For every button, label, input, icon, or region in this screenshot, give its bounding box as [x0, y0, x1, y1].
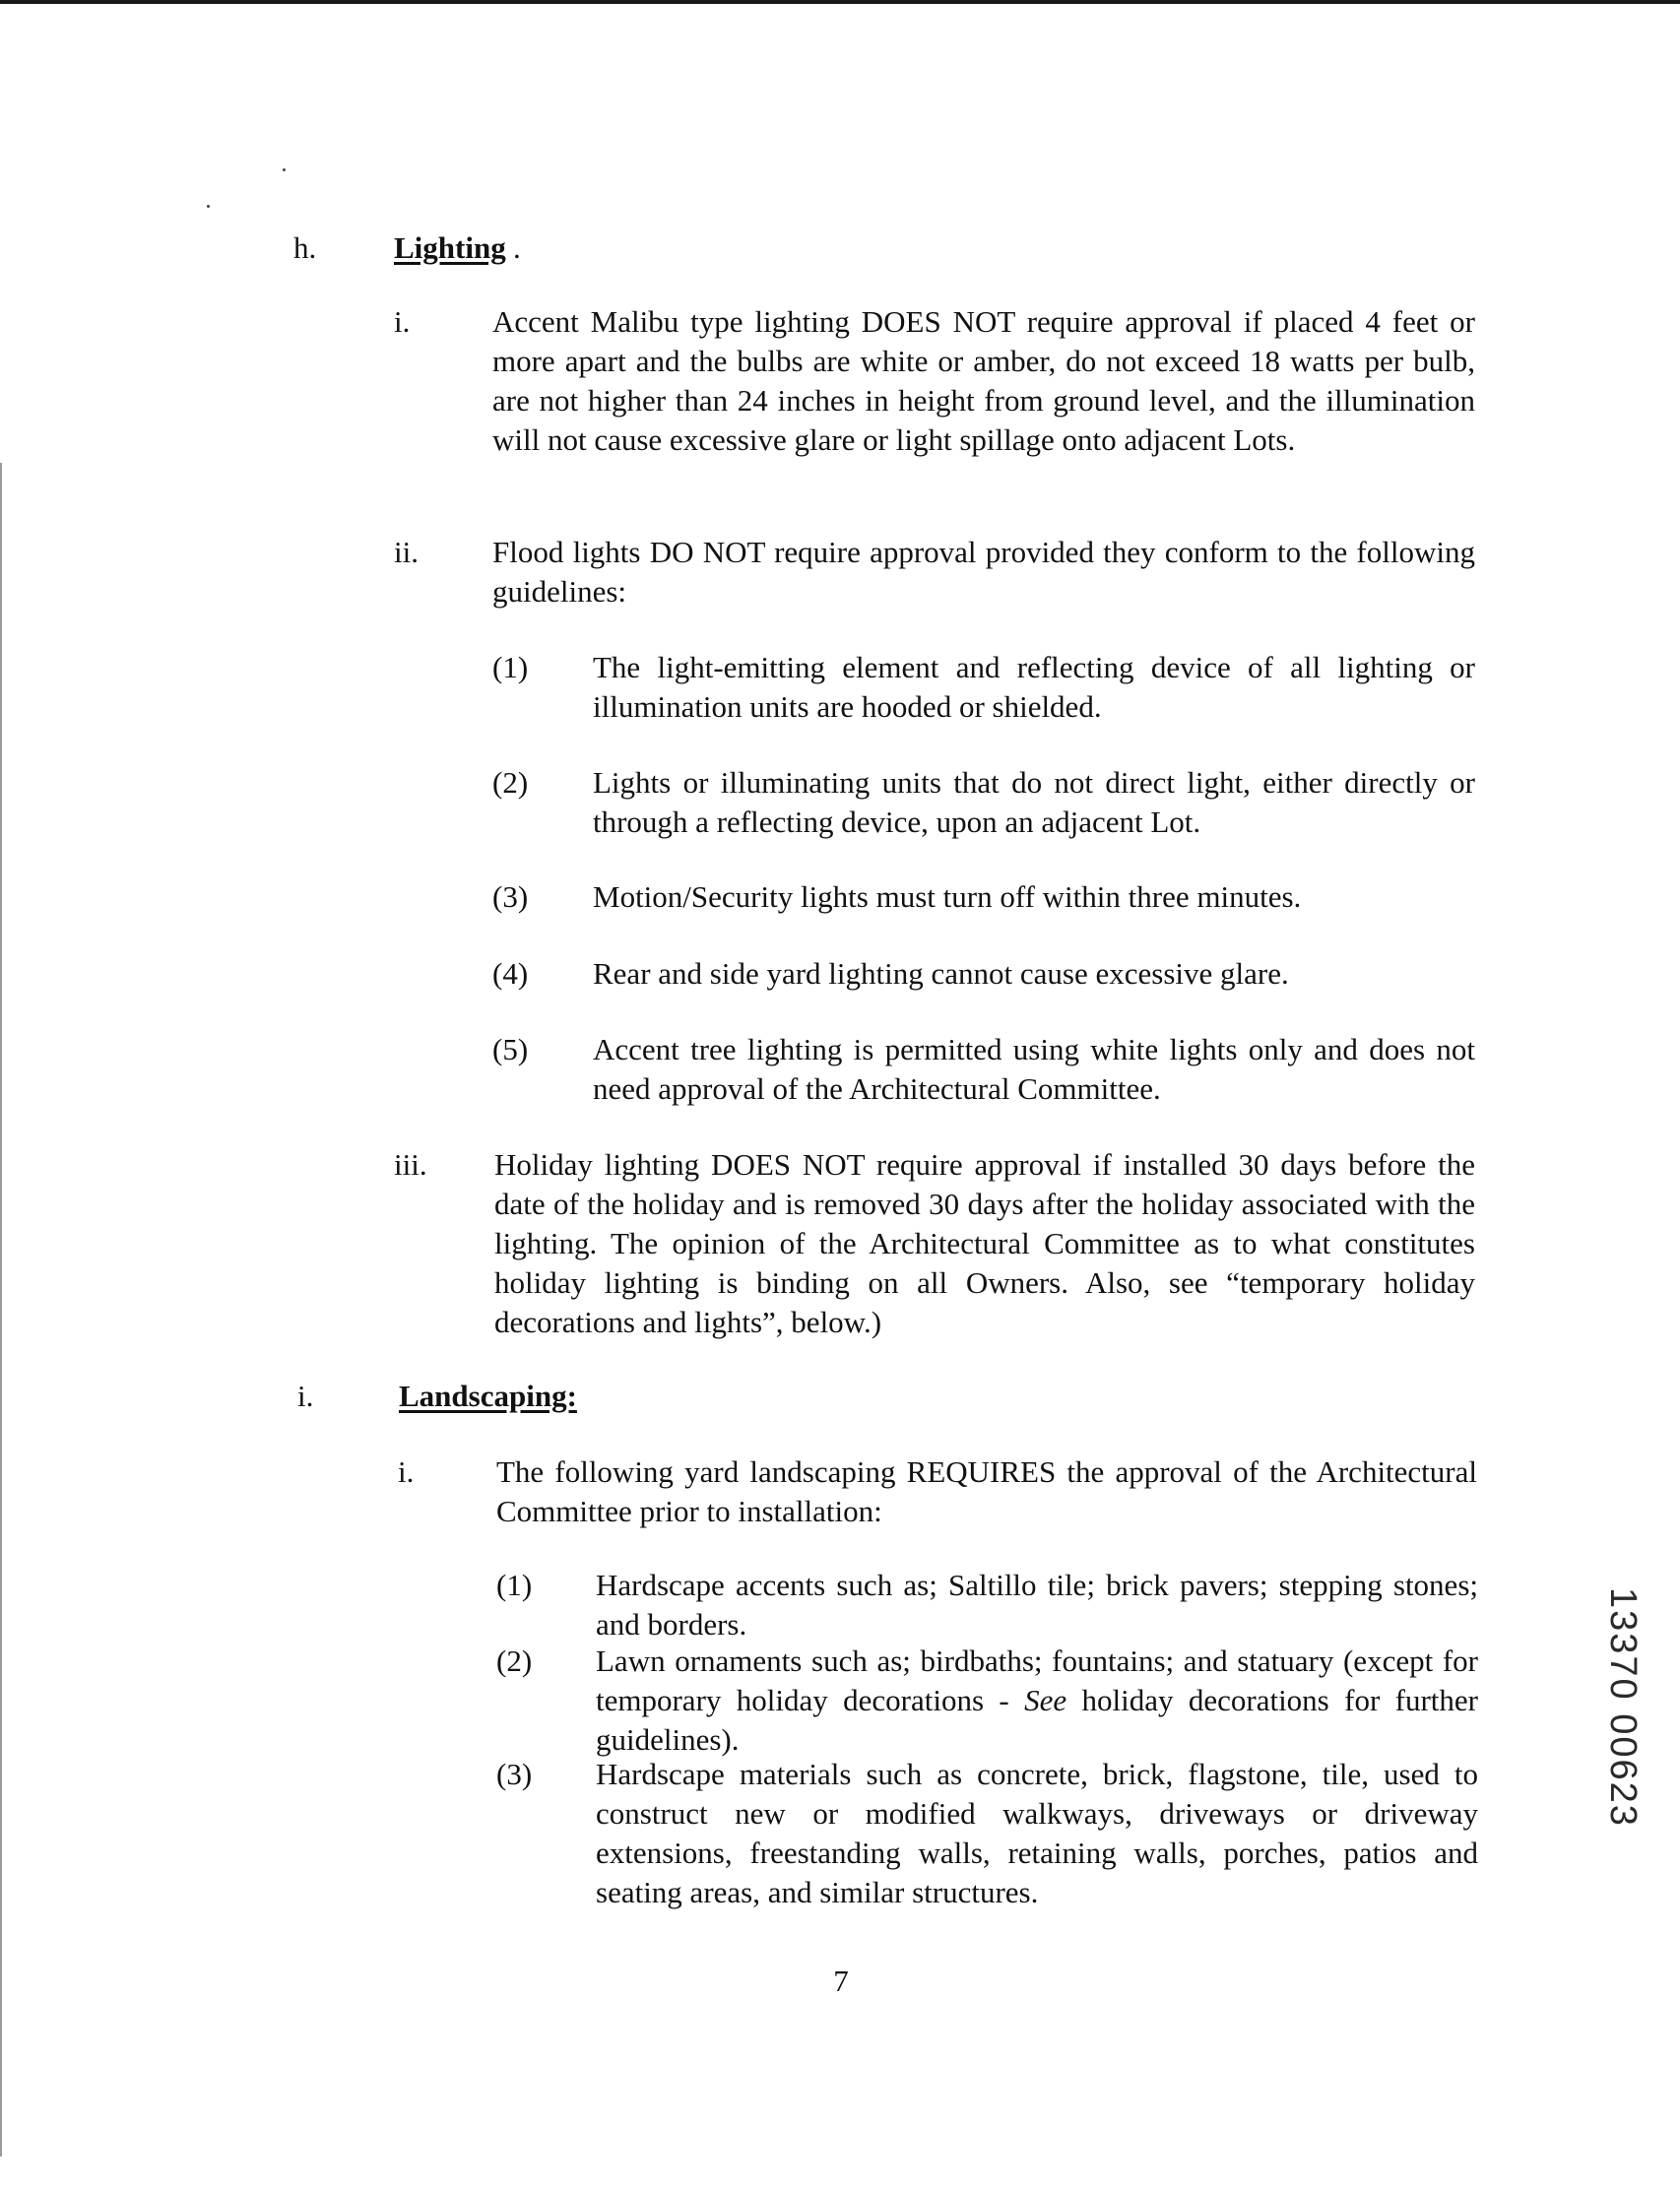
section-i-marker: i.	[297, 1379, 314, 1413]
i-sub-2-marker: (2)	[496, 1643, 533, 1678]
h-sub-2-text: Lights or illuminating units that do not direct light, either directly or through a reflecting device, upon an adjacent Lot.	[593, 765, 1475, 839]
i-sub-1-text: Hardscape accents such as; Saltillo tile; brick pavers; stepping stones; and borders.	[596, 1568, 1478, 1642]
h-sub-1-text: The light-emitting element and reflecting device of all lighting or illumination units are hooded or shielded.	[593, 650, 1475, 724]
scan-top-edge	[0, 0, 1680, 4]
h-sub-5-text: Accent tree lighting is permitted using white lights only and does not need approval of the Architectural Committee.	[593, 1032, 1475, 1106]
h-sub-3-marker: (3)	[492, 879, 529, 914]
i-sub-2-text	[596, 1642, 1478, 1760]
scan-speck	[207, 205, 210, 208]
h-sub-3-text: Motion/Security lights must turn off within three minutes.	[593, 879, 1302, 914]
section-h-title	[394, 228, 506, 268]
section-h-title-text: Lighting	[394, 230, 506, 265]
i-sub-3-marker: (3)	[496, 1757, 533, 1791]
i-sub-2-text-after: holiday decorations for further guidelines).	[596, 1683, 1478, 1757]
scan-left-edge	[0, 463, 2, 2157]
bates-stamp: 13370 00623	[1602, 1587, 1644, 1828]
h-item-3-marker: iii.	[394, 1147, 427, 1182]
h-sub-2-marker: (2)	[492, 765, 529, 800]
section-h-title-period: .	[513, 230, 521, 265]
section-h-marker: h.	[293, 230, 317, 265]
page-number: 7	[833, 1964, 849, 1998]
h-sub-4-marker: (4)	[492, 956, 529, 991]
h-item-3-text: Holiday lighting DOES NOT require approval if installed 30 days before the date of the holiday and is removed 30 days after the holiday associated with the lighting. The opinion of the Architectural Committee as to what constitutes holiday lighting is binding on all Owners. Also, see “temporary holiday decorations and lights”, below.)	[494, 1147, 1475, 1339]
h-sub-5-marker: (5)	[492, 1032, 529, 1066]
h-item-2-text: Flood lights DO NOT require approval provided they conform to the following guidelines:	[492, 535, 1475, 609]
i-sub-3-text: Hardscape materials such as concrete, brick, flagstone, tile, used to construct new or modified walkways, driveways or driveway extensions, freestanding walls, retaining walls, porches, patios and seating areas, and similar structures.	[596, 1757, 1478, 1909]
scan-speck	[283, 168, 286, 171]
section-i-title: Landscaping:	[399, 1379, 577, 1413]
i-item-1-marker: i.	[398, 1454, 415, 1489]
h-item-1-text: Accent Malibu type lighting DOES NOT require approval if placed 4 feet or more apart and the bulbs are white or amber, do not exceed 18 watts per bulb, are not higher than 24 inches in height from ground level, and the illumination will not cause excessive glare or light spillage onto adjacent Lots.	[492, 304, 1475, 457]
h-item-2-marker: ii.	[394, 535, 419, 569]
h-item-1-marker: i.	[394, 304, 411, 339]
h-sub-4-text: Rear and side yard lighting cannot cause excessive glare.	[593, 956, 1289, 991]
i-sub-2-text-italic: See	[1024, 1683, 1067, 1717]
i-item-1-text: The following yard landscaping REQUIRES the approval of the Architectural Committee prior to installation:	[496, 1454, 1477, 1528]
i-sub-2-text-before: Lawn ornaments such as; birdbaths; fountains; and statuary (except for temporary holiday decorations -	[596, 1643, 1478, 1717]
i-sub-1-marker: (1)	[496, 1568, 533, 1602]
h-sub-1-marker: (1)	[492, 650, 529, 684]
